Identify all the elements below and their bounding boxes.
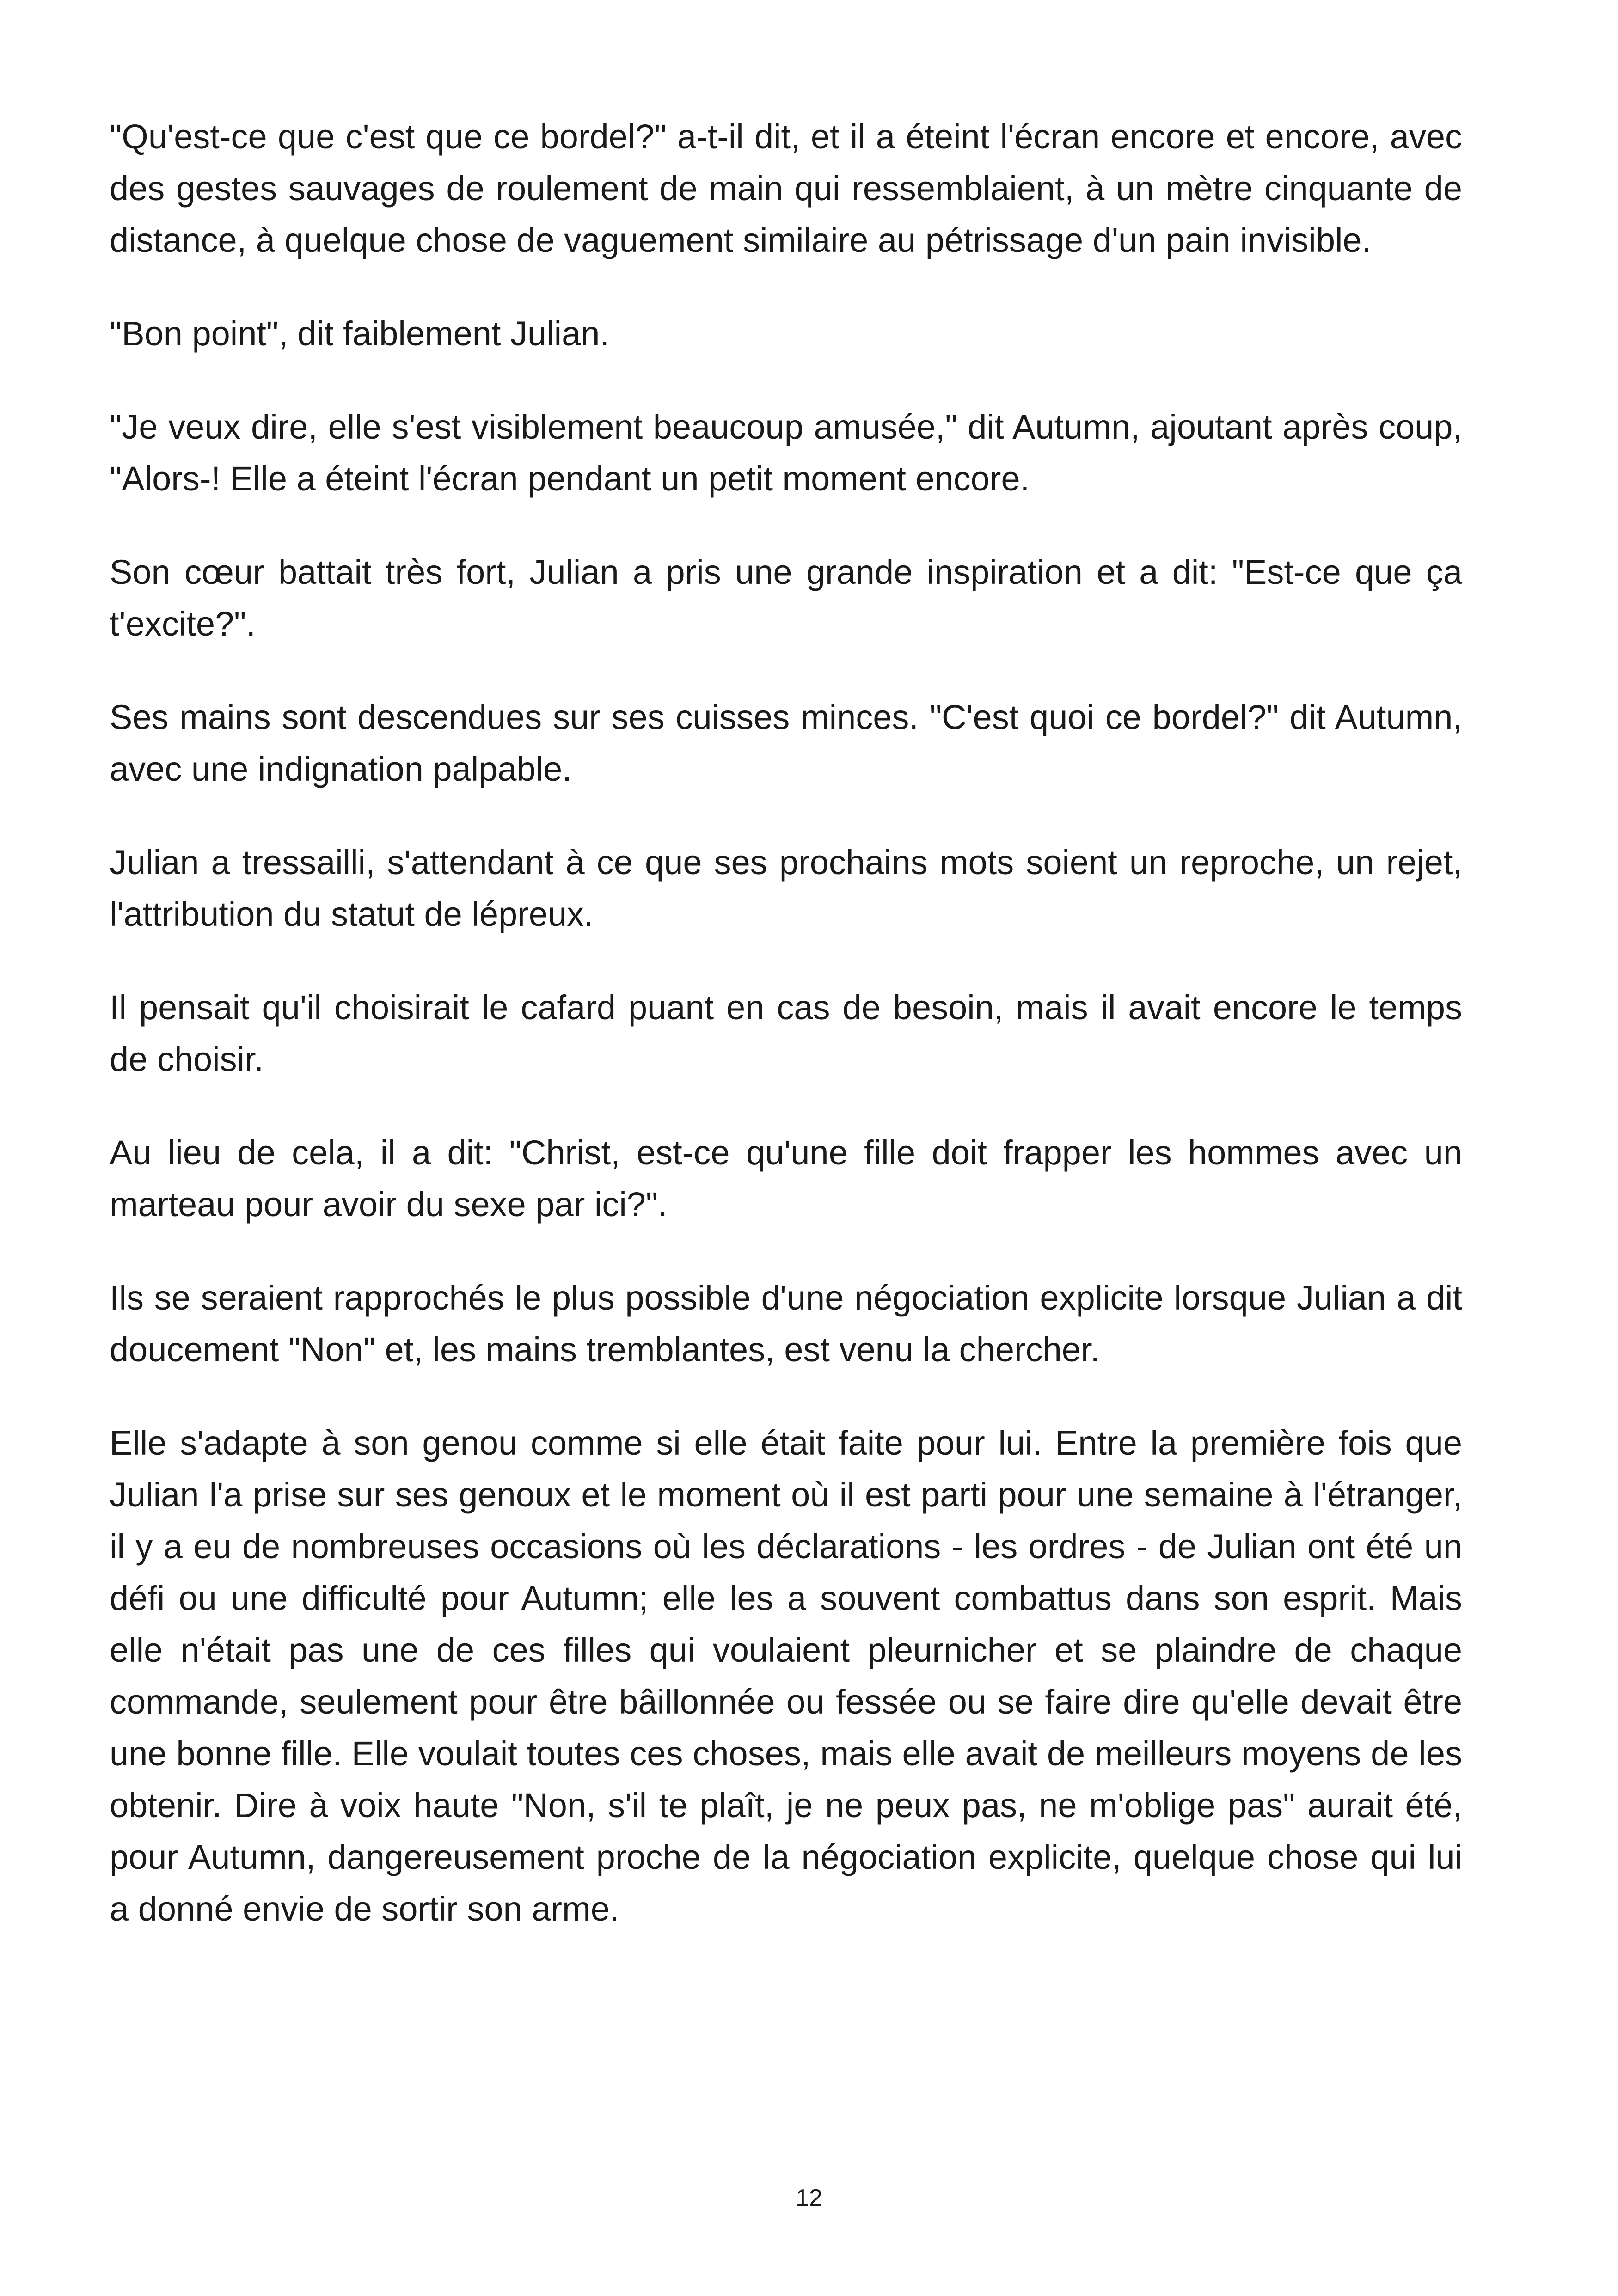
paragraph-4: Son cœur battait très fort, Julian a pris une grande inspiration et a dit: "Est-ce que ça t'excite?". (110, 553, 1462, 643)
paragraph-10: Elle s'adapte à son genou comme si elle était faite pour lui. Entre la première fois que Julian l'a prise sur ses genoux et le moment où il est parti pour une semaine à l'étranger, il y a eu de nombreuses occasions où les déclarations - les ordres - de Julian ont été un défi ou une difficulté pour Autumn; elle les a souvent combattus dans son esprit. Mais elle n'était pas une de ces filles qui voulaient pleurnicher et se plaindre de chaque commande, seulement pour être bâillonnée ou fessée ou se faire dire qu'elle devait être une bonne fille. Elle voulait toutes ces choses, mais elle avait de meilleurs moyens de les obtenir. Dire à voix haute "Non, s'il te plaît, je ne peux pas, ne m'oblige pas" aurait été, pour Autumn, dangereusement proche de la négociation explicite, quelque chose qui lui a donné envie de sortir son arme. (110, 1424, 1462, 1928)
body-text (110, 111, 1462, 1977)
paragraph-6: Julian a tressailli, s'attendant à ce que ses prochains mots soient un reproche, un rejet, l'attribution du statut de lépreux. (110, 843, 1462, 933)
paragraph-2: "Bon point", dit faiblement Julian. (110, 314, 609, 353)
paragraph-5: Ses mains sont descendues sur ses cuisses minces. "C'est quoi ce bordel?" dit Autumn, avec une indignation palpable. (110, 698, 1462, 788)
paragraph-1: "Qu'est-ce que c'est que ce bordel?" a-t-il dit, et il a éteint l'écran encore et encore, avec des gestes sauvages de roulement de main qui ressemblaient, à un mètre cinquante de distance, à quelque chose de vaguement similaire au pétrissage d'un pain invisible. (110, 117, 1462, 259)
paragraph-7: Il pensait qu'il choisirait le cafard puant en cas de besoin, mais il avait encore le temps de choisir. (110, 988, 1462, 1078)
page-number: 12 (796, 2185, 822, 2211)
paragraph-9: Ils se seraient rapprochés le plus possible d'une négociation explicite lorsque Julian a dit doucement "Non" et, les mains tremblantes, est venu la chercher. (110, 1279, 1462, 1369)
paragraph-8: Au lieu de cela, il a dit: "Christ, est-ce qu'une fille doit frapper les hommes avec un marteau pour avoir du sexe par ici?". (110, 1133, 1462, 1224)
paragraph-3: "Je veux dire, elle s'est visiblement beaucoup amusée," dit Autumn, ajoutant après coup, "Alors-! Elle a éteint l'écran pendant un petit moment encore. (110, 408, 1462, 498)
